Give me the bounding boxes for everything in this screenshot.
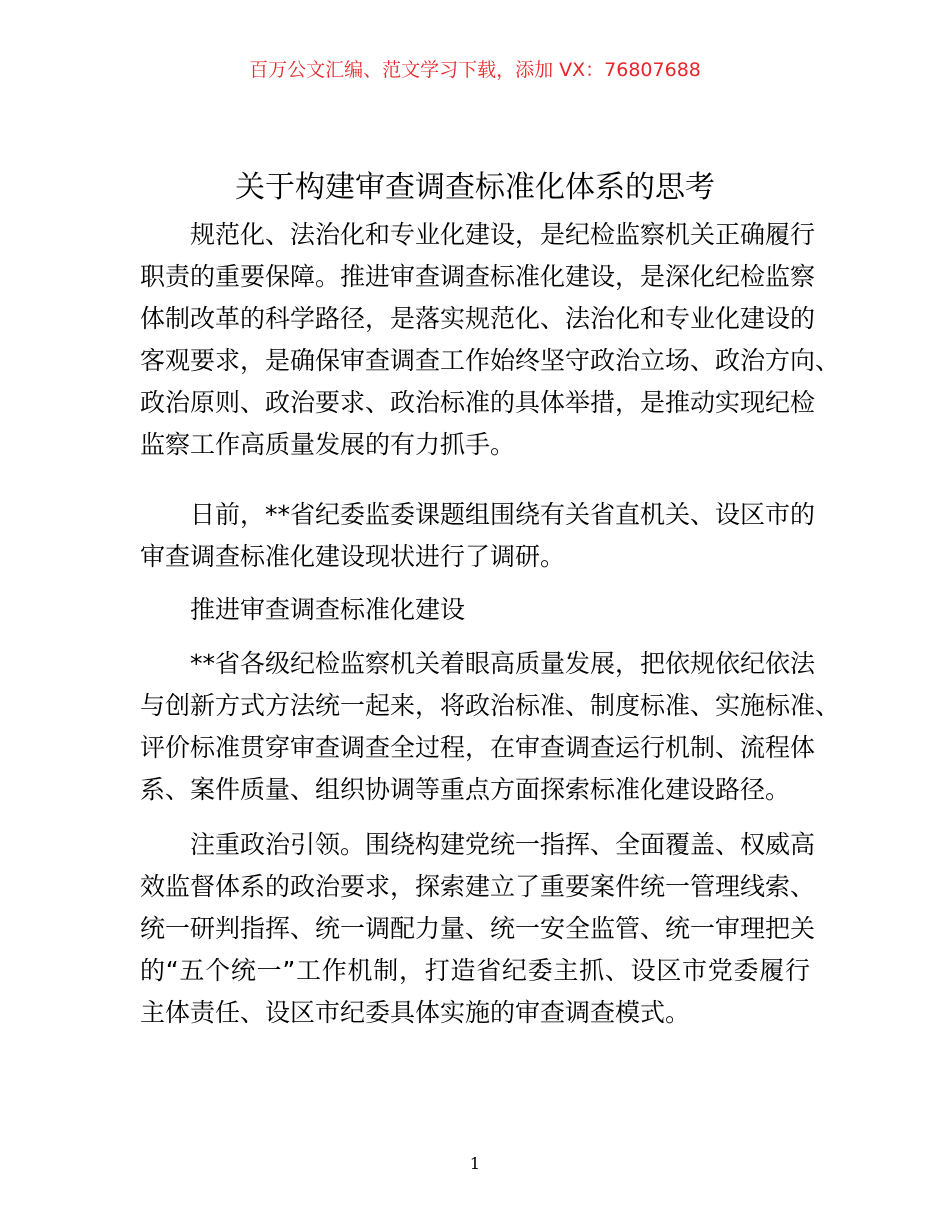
text-line: 主体责任、设区市纪委具体实施的审查调查模式。	[140, 998, 691, 1027]
text-line: 效监督体系的政治要求，探索建立了重要案件统一管理线索、	[140, 872, 816, 901]
text-line: 与创新方式方法统一起来，将政治标准、制度标准、实施标准、	[140, 691, 841, 720]
text-line: 日前，**省纪委监委课题组围绕有关省直机关、设区市的	[190, 500, 816, 529]
text-line: 注重政治引领。围绕构建党统一指挥、全面覆盖、权威高	[190, 830, 816, 859]
text-line: 系、案件质量、组织协调等重点方面探索标准化建设路径。	[140, 775, 791, 804]
text-line: 评价标准贯穿审查调查全过程，在审查调查运行机制、流程体	[140, 733, 816, 762]
text-line: 规范化、法治化和专业化建设，是纪检监察机关正确履行	[190, 220, 816, 249]
paragraph	[140, 214, 841, 466]
text-line: 体制改革的科学路径，是落实规范化、法治化和专业化建设的	[140, 304, 816, 333]
text-line: 政治原则、政治要求、政治标准的具体举措，是推动实现纪检	[140, 388, 816, 417]
text-line: 职责的重要保障。推进审查调查标准化建设，是深化纪检监察	[140, 262, 816, 291]
text-line: 客观要求，是确保审查调查工作始终坚守政治立场、政治方向、	[140, 346, 841, 375]
text-line: 的“五个统一”工作机制，打造省纪委主抓、设区市党委履行	[140, 956, 810, 985]
page-number: 1	[469, 1154, 481, 1173]
paragraph	[140, 643, 841, 811]
text-line: **省各级纪检监察机关着眼高质量发展，把依规依纪依法	[190, 649, 816, 678]
paragraph	[140, 494, 816, 578]
section-heading	[140, 589, 810, 631]
text-line: 审查调查标准化建设现状进行了调研。	[140, 542, 566, 571]
document-title: 关于构建审查调查标准化体系的思考	[235, 170, 715, 205]
text-line: 统一研判指挥、统一调配力量、统一安全监管、统一审理把关	[140, 914, 816, 943]
text-line: 推进审查调查标准化建设	[190, 595, 466, 624]
text-line: 监察工作高质量发展的有力抓手。	[140, 430, 516, 459]
header-banner: 百万公文汇编、范文学习下载，添加 VX：76807688	[249, 59, 701, 81]
paragraph	[140, 824, 816, 1034]
